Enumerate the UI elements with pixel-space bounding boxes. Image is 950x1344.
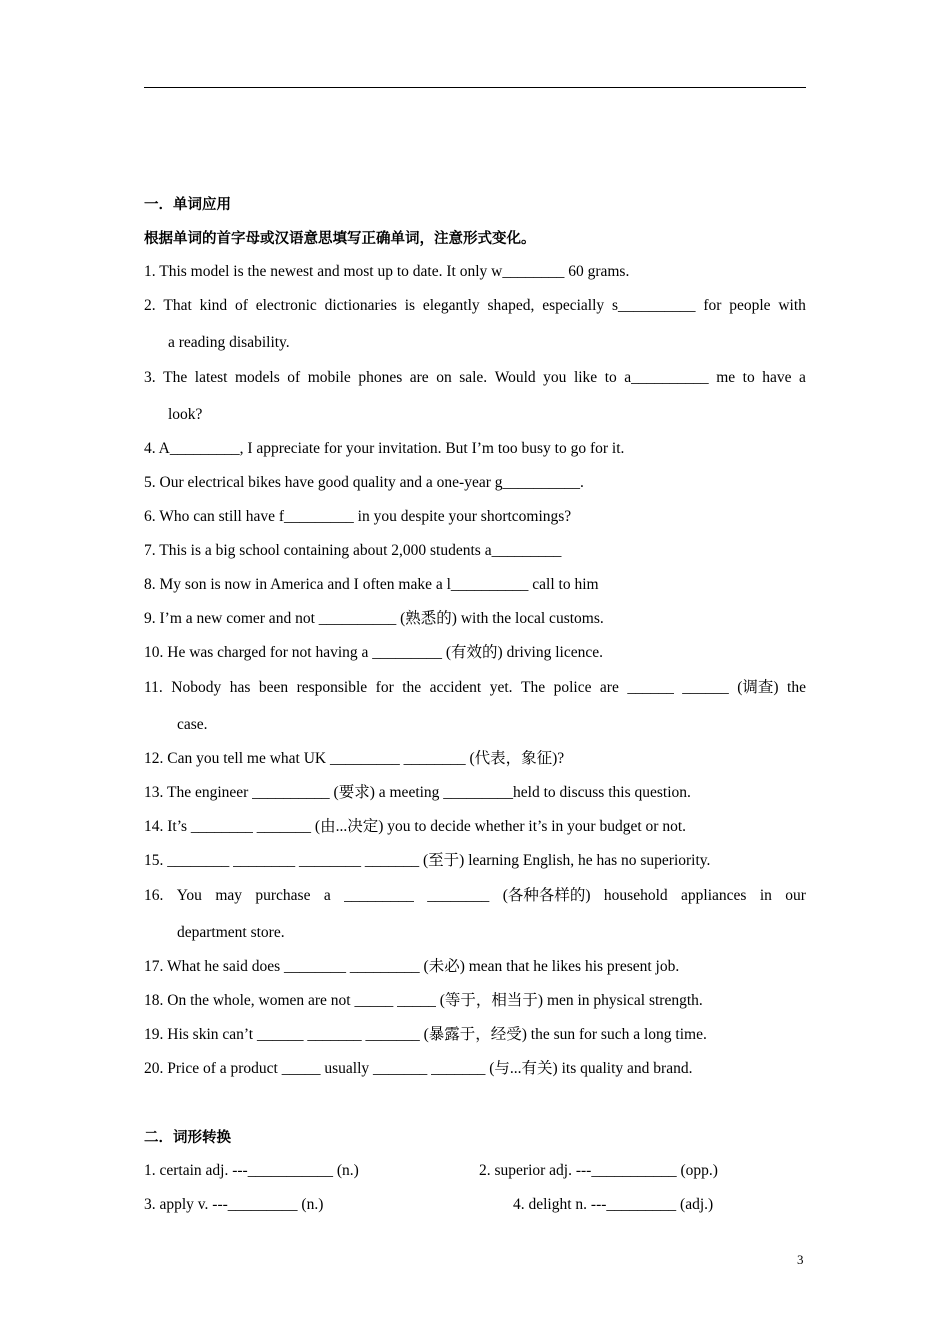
- exercise-item-3-continuation: look?: [168, 406, 203, 423]
- word-form-item-2: 2. superior adj. ---___________ (opp.): [479, 1162, 718, 1179]
- section1-instruction: 根据单词的首字母或汉语意思填写正确单词，注意形式变化。: [144, 231, 536, 247]
- word: You: [176, 887, 202, 904]
- word: a__________: [624, 369, 709, 386]
- word: are: [409, 369, 429, 386]
- exercise-item-8: 8. My son is now in America and I often make a l__________ call to him: [144, 576, 599, 593]
- word-form-item-4: 4. delight n. ---_________ (adj.): [513, 1196, 714, 1213]
- word: 11.: [144, 679, 163, 696]
- word: the: [402, 679, 422, 696]
- word: sale.: [459, 369, 488, 386]
- word: 16.: [144, 887, 164, 904]
- exercise-item-15: 15. ________ ________ ________ _______ (至于) learning English, he has no superiority.: [144, 852, 711, 869]
- exercise-item-2-continuation: a reading disability.: [168, 334, 290, 351]
- word: been: [258, 679, 289, 696]
- word: purchase: [255, 887, 311, 904]
- section2-title: 二．词形转换: [144, 1130, 231, 1146]
- exercise-item-16-continuation: department store.: [177, 924, 285, 941]
- exercise-item-20: 20. Price of a product _____ usually _______ _______ (与...有关) its quality and brand.: [144, 1060, 693, 1077]
- word: kind: [199, 297, 228, 314]
- word: the: [787, 679, 806, 696]
- exercise-item-9: 9. I’m a new comer and not __________ (熟悉的) with the local customs.: [144, 610, 604, 627]
- word: mobile: [307, 369, 351, 386]
- word: appliances: [681, 887, 747, 904]
- word: our: [785, 887, 806, 904]
- word: a: [799, 369, 806, 386]
- word: may: [215, 887, 242, 904]
- word: responsible: [296, 679, 368, 696]
- exercise-item-18: 18. On the whole, women are not _____ _____ (等于，相当于) men in physical strength.: [144, 992, 703, 1009]
- word: (各种各样的): [502, 887, 591, 904]
- word: has: [229, 679, 251, 696]
- word: (调查): [737, 679, 779, 696]
- exercise-item-2: [144, 296, 806, 316]
- word: with: [778, 297, 806, 314]
- word-form-item-1: 1. certain adj. ---___________ (n.): [144, 1162, 359, 1179]
- word: is: [404, 297, 416, 314]
- word: me: [716, 369, 736, 386]
- exercise-item-19: 19. His skin can’t ______ _______ _______ (暴露于，经受) the sun for such a long time.: [144, 1026, 707, 1043]
- exercise-item-14: 14. It’s ________ _______ (由...决定) you to decide whether it’s in your budget or not.: [144, 818, 687, 835]
- word: electronic: [255, 297, 317, 314]
- page-number: 3: [797, 1252, 804, 1267]
- word: of: [234, 297, 248, 314]
- exercise-item-10: 10. He was charged for not having a _________ (有效的) driving licence.: [144, 644, 603, 661]
- word: a: [323, 887, 331, 904]
- word: s__________: [611, 297, 696, 314]
- exercise-item-11-continuation: case.: [177, 716, 208, 733]
- word: ______: [627, 679, 674, 696]
- exercise-item-1: 1. This model is the newest and most up to date. It only w________ 60 grams.: [144, 263, 630, 280]
- exercise-item-5: 5. Our electrical bikes have good quality and a one-year g__________.: [144, 474, 584, 491]
- word: The: [163, 369, 188, 386]
- word: for: [703, 297, 722, 314]
- word: ________: [427, 887, 490, 904]
- word: elegantly: [422, 297, 480, 314]
- word: household: [603, 887, 668, 904]
- word: people: [729, 297, 771, 314]
- word: are: [599, 679, 619, 696]
- word: on: [436, 369, 452, 386]
- word: latest: [194, 369, 228, 386]
- word: The: [521, 679, 546, 696]
- exercise-item-13: 13. The engineer __________ (要求) a meeting _________held to discuss this question.: [144, 784, 691, 801]
- word: like: [573, 369, 598, 386]
- word: accident: [429, 679, 482, 696]
- word: for: [375, 679, 394, 696]
- word: ______: [682, 679, 729, 696]
- word: models: [235, 369, 280, 386]
- word: phones: [358, 369, 403, 386]
- word: 3.: [144, 369, 156, 386]
- header-rule: [144, 87, 806, 88]
- word: dictionaries: [324, 297, 397, 314]
- exercise-item-11: [144, 678, 806, 698]
- exercise-item-6: 6. Who can still have f_________ in you despite your shortcomings?: [144, 508, 572, 525]
- word-form-item-3: 3. apply v. ---_________ (n.): [144, 1196, 324, 1213]
- word: shaped,: [487, 297, 535, 314]
- word: _________: [344, 887, 414, 904]
- word: police: [553, 679, 592, 696]
- exercise-item-3: [144, 368, 806, 388]
- word: in: [759, 887, 772, 904]
- word: Would: [494, 369, 536, 386]
- section1-title: 一．单词应用: [144, 197, 231, 213]
- word: especially: [542, 297, 605, 314]
- exercise-item-12: 12. Can you tell me what UK _________ ________ (代表，象征)?: [144, 750, 565, 767]
- word: to: [604, 369, 617, 386]
- word: you: [543, 369, 567, 386]
- word: yet.: [489, 679, 513, 696]
- word: 2.: [144, 297, 156, 314]
- exercise-item-4: 4. A_________, I appreciate for your invitation. But I’m too busy to go for it.: [144, 440, 625, 457]
- word: That: [163, 297, 192, 314]
- word: have: [762, 369, 792, 386]
- word: to: [742, 369, 755, 386]
- word: of: [287, 369, 301, 386]
- exercise-item-7: 7. This is a big school containing about 2,000 students a_________: [144, 542, 562, 559]
- exercise-item-16: [144, 886, 806, 906]
- exercise-item-17: 17. What he said does ________ _________ (未必) mean that he likes his present job.: [144, 958, 680, 975]
- word: Nobody: [171, 679, 222, 696]
